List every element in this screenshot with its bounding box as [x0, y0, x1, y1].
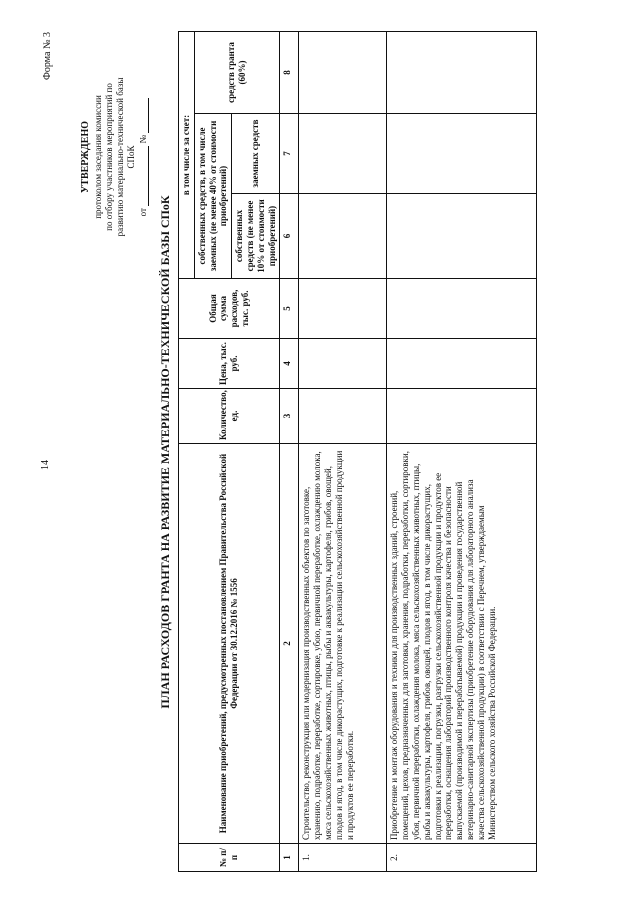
col-number: 2 — [280, 444, 299, 844]
header-row-1 — [179, 31, 195, 871]
col-number: 4 — [280, 339, 299, 389]
row-qty — [387, 389, 537, 444]
row-grant — [299, 31, 387, 113]
row-price — [387, 339, 537, 389]
approval-line-2: по отбору участников мероприятий по — [103, 83, 114, 231]
header-own-group: собственных средств, в том числе заемных (не менее 40% от стоимости приобретений) — [194, 114, 231, 279]
header-qty: Количество, ед. — [179, 389, 280, 444]
header-num: № п/п — [179, 844, 280, 872]
page-number: 14 — [40, 460, 51, 470]
row-grant — [387, 31, 537, 113]
col-number: 1 — [280, 844, 299, 872]
row-price — [299, 339, 387, 389]
row-own — [299, 194, 387, 279]
col-number: 6 — [280, 194, 299, 279]
approval-line-4: СПоК — [126, 145, 137, 169]
row-borrowed — [299, 114, 387, 194]
row-total — [387, 279, 537, 339]
header-grant: средств гранта (60%) — [194, 31, 280, 113]
col-number: 7 — [280, 114, 299, 194]
column-number-row — [280, 31, 299, 871]
row-num: 1. — [299, 844, 387, 872]
row-qty — [299, 389, 387, 444]
row-borrowed — [387, 114, 537, 194]
col-number: 3 — [280, 389, 299, 444]
row-own — [387, 194, 537, 279]
approval-from: от — [137, 208, 148, 217]
row-name: Строительство, реконструкция или модернизация производственных объектов по заготовке, хранению, подработке, переработке, сортировке, убою, первичной переработке, охлаждению молока, мяса сельскохозяйственных животных, птицы, рыбы и аквакультуры, картофеля, грибов, овощей, плодов и ягод, в том числе дикорастущих, подготовке к реализации сельскохозяйственной продукции и продуктов ее переработки. — [299, 444, 387, 844]
approval-title: УТВЕРЖДЕНО — [80, 120, 91, 194]
col-number: 8 — [280, 31, 299, 113]
row-name: Приобретение и монтаж оборудования и техники для производственных зданий, строений, помещений, цехов, предназначенных для заготовки, хранения, подработки, переработки, сортировки, убоя, первичной переработки, охлаждения молока, мяса сельскохозяйственных животных, птицы, рыбы и аквакультуры, картофеля, грибов, овощей, плодов и ягод, в том числе дикорастущих, подготовки к реализации, погрузки, разгрузки сельскохозяйственной продукции и продуктов ее переработки, оснащения лабораторий производственного контроля качества и безопасности выпускаемой (производимой и перерабатываемой) продукции и проведения государственной ветеринарно-санитарной экспертизы (приобретение оборудования для лабораторного анализа качества сельскохозяйственной продукции) в соответствии с Перечнем, утверждаемым Министерством сельского хозяйства Российской Федерации. — [387, 444, 537, 844]
approval-date-line — [138, 32, 149, 282]
approval-date-blank — [139, 146, 149, 206]
header-including: в том числе за счет: — [179, 31, 195, 278]
approval-number-blank — [139, 98, 149, 133]
table-row — [299, 31, 387, 871]
header-total: Общая сумма расходов, тыс. руб. — [179, 279, 280, 339]
row-total — [299, 279, 387, 339]
rotated-page — [40, 22, 600, 882]
header-borrowed: заемных средств — [232, 114, 280, 194]
approval-stamp — [80, 32, 149, 282]
document-title: ПЛАН РАСХОДОВ ГРАНТА НА РАЗВИТИЕ МАТЕРИАЛЬНО-ТЕХНИЧЕСКОЙ БАЗЫ СПоК — [158, 195, 172, 709]
table-row — [387, 31, 537, 871]
approval-line-3: развитию материально-технической базы — [115, 77, 125, 237]
header-own: собственных средств (не менее 10% от стоимости приобретений) — [232, 194, 280, 279]
approval-no: № — [137, 134, 148, 144]
header-price: Цена, тыс. руб. — [179, 339, 280, 389]
form-label: Форма № 3 — [42, 32, 53, 80]
approval-line-1: протоколом заседания комиссии — [92, 95, 103, 219]
grant-plan-table — [178, 31, 537, 872]
col-number: 5 — [280, 279, 299, 339]
row-num: 2. — [387, 844, 537, 872]
header-name: Наименование приобретений, предусмотренных постановлением Правительства Российской Федерации от 30.12.2016 № 1556 — [179, 444, 280, 844]
